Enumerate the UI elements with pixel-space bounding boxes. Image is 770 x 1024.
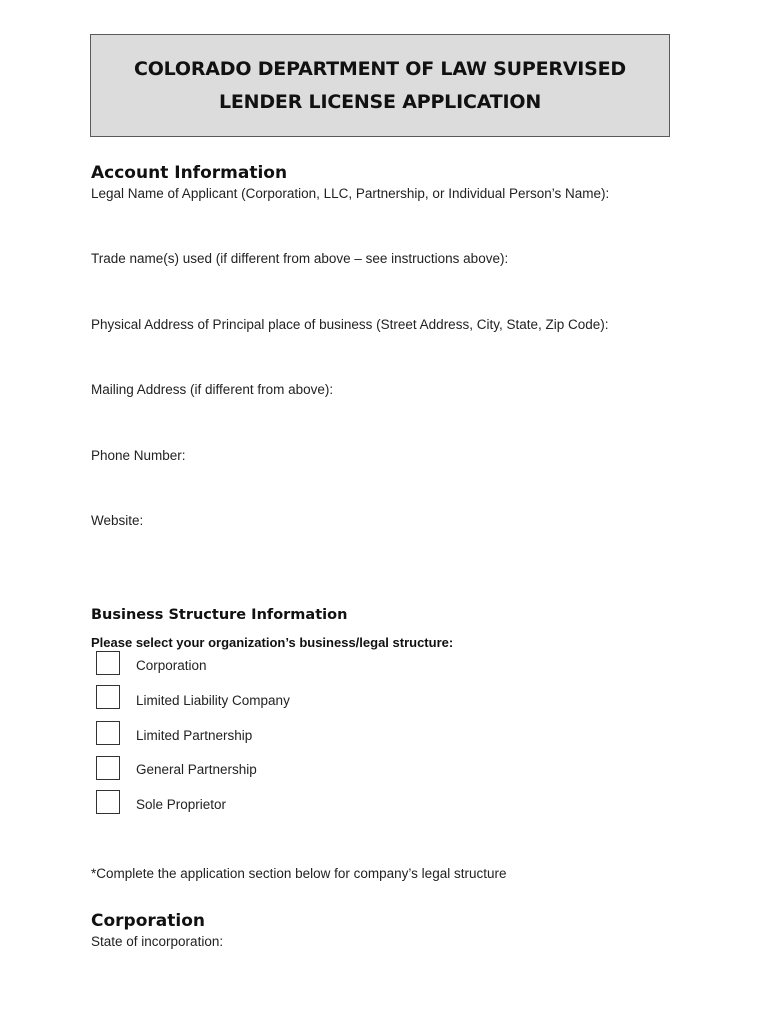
option-label-llc: Limited Liability Company <box>136 693 290 708</box>
state-of-incorporation-label: State of incorporation: <box>91 934 224 949</box>
checkbox-limited-partnership[interactable] <box>96 721 120 745</box>
checkbox-general-partnership[interactable] <box>96 756 120 780</box>
account-info-heading: Account Information <box>91 163 288 183</box>
option-label-corporation: Corporation <box>136 658 207 673</box>
website-label: Website: <box>91 513 144 528</box>
option-label-limited-partnership: Limited Partnership <box>136 728 253 743</box>
phone-number-label: Phone Number: <box>91 448 186 463</box>
checkbox-corporation[interactable] <box>96 651 120 675</box>
trade-name-label: Trade name(s) used (if different from above – see instructions above): <box>91 251 509 266</box>
mailing-address-label: Mailing Address (if different from above): <box>91 382 334 397</box>
checkbox-llc[interactable] <box>96 685 120 709</box>
title-box <box>90 34 670 137</box>
physical-address-label: Physical Address of Principal place of business (Street Address, City, State, Zip Code): <box>91 317 609 332</box>
form-title-line-2: LENDER LICENSE APPLICATION <box>218 90 542 113</box>
legal-structure-note: *Complete the application section below for company’s legal structure <box>91 866 507 881</box>
corporation-heading: Corporation <box>91 911 205 931</box>
legal-name-label: Legal Name of Applicant (Corporation, LLC, Partnership, or Individual Person’s Name): <box>91 186 610 201</box>
checkbox-sole-proprietor[interactable] <box>96 790 120 814</box>
business-structure-heading: Business Structure Information <box>91 607 348 623</box>
form-title-line-1: COLORADO DEPARTMENT OF LAW SUPERVISED <box>133 57 627 80</box>
option-label-sole-proprietor: Sole Proprietor <box>136 797 227 812</box>
option-label-general-partnership: General Partnership <box>136 762 257 777</box>
business-structure-prompt: Please select your organization’s business/legal structure: <box>91 635 454 650</box>
